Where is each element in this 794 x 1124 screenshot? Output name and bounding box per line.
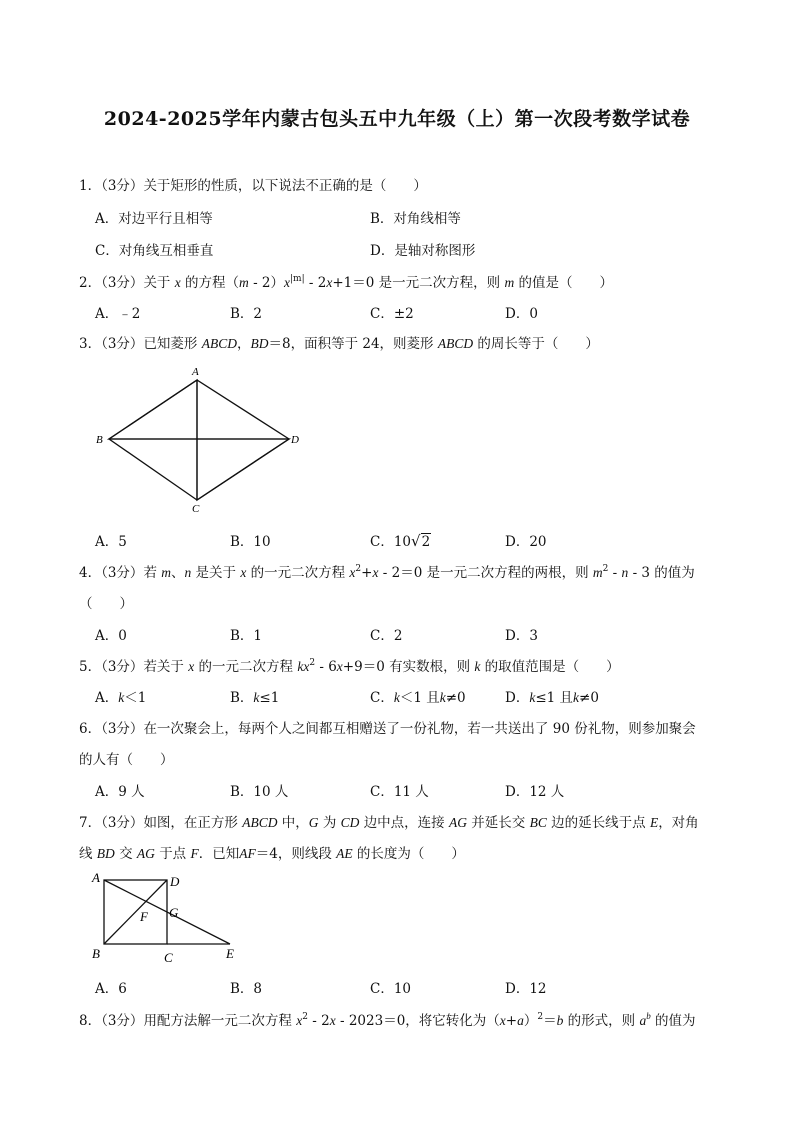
label-e: E: [226, 946, 234, 961]
var-m: m: [504, 275, 515, 290]
var-x: x: [499, 1013, 506, 1028]
q3-option-d[interactable]: D．20: [505, 534, 547, 550]
var-x: x: [372, 565, 379, 580]
var-a: a: [639, 1013, 647, 1028]
var-g: G: [308, 815, 319, 830]
question-score: （3分）: [101, 336, 144, 352]
var-af: AF: [239, 846, 256, 861]
stem-text: +: [361, 565, 373, 581]
q6-option-d[interactable]: D．12 人: [505, 784, 565, 800]
option-letter: C．: [370, 690, 394, 706]
stem-text: 线: [79, 846, 93, 862]
rhombus-outline: [109, 380, 289, 500]
label-c: C: [164, 950, 173, 965]
var-abcd: ABCD: [242, 815, 278, 830]
stem-text: +1＝0 是一元二次方程，则: [332, 275, 501, 291]
q1-option-d[interactable]: D．是轴对称图形: [370, 243, 476, 259]
stem-text: 中，: [281, 815, 309, 831]
option-text: C．10: [370, 534, 412, 550]
stem-text: 若关于: [143, 659, 184, 675]
q2-option-a[interactable]: A．﹣2: [95, 306, 141, 322]
var-m: m: [161, 565, 171, 580]
stem-text: ＝4，则线段: [255, 846, 332, 862]
option-text: ＜1 且: [399, 690, 440, 706]
label-c: C: [192, 503, 200, 514]
question-5: [79, 655, 620, 675]
q1-option-c[interactable]: C．对角线互相垂直: [95, 243, 214, 259]
stem-text: 的值为: [654, 1013, 696, 1029]
q7-option-b[interactable]: B．8: [230, 981, 263, 997]
question-score: （3分）: [101, 659, 144, 675]
var-m: m: [592, 565, 603, 580]
stem-text: -: [608, 565, 622, 581]
label-d: D: [291, 434, 299, 446]
q5-option-d[interactable]: [505, 686, 599, 706]
q1-option-a[interactable]: A．对边平行且相等: [95, 211, 213, 227]
stem-text: 为: [322, 815, 337, 831]
var-abcd: ABCD: [201, 336, 237, 351]
var-x: x: [296, 1013, 303, 1028]
var-a: a: [517, 1013, 524, 1028]
var-ag: AG: [448, 815, 467, 830]
q2-option-d[interactable]: D．0: [505, 306, 538, 322]
var-ae: AE: [336, 846, 353, 861]
stem-text: ＝: [543, 1013, 557, 1029]
stem-text: 若: [143, 565, 157, 581]
var-b: b: [556, 1013, 564, 1028]
label-a: A: [92, 870, 100, 885]
diagonal-bd: [104, 880, 167, 944]
stem-text: - 2: [304, 275, 327, 291]
question-number: 4．: [79, 565, 102, 581]
stem-text: 的一元二次方程: [250, 565, 346, 581]
var-k: k: [529, 690, 536, 705]
stem-text: 的周长等于（ ）: [477, 336, 599, 352]
stem-text: 的值是（ ）: [518, 275, 613, 291]
sqrt-radicand: 2: [421, 534, 431, 550]
stem-text: 如图，在正方形: [143, 815, 238, 831]
option-letter: D．: [505, 690, 530, 706]
question-number: 1．: [79, 178, 102, 194]
q2-option-b[interactable]: B．2: [230, 306, 263, 322]
stem-text: 的取值范围是（ ）: [484, 659, 620, 675]
var-k: k: [118, 690, 125, 705]
exponent: 2: [302, 1012, 308, 1022]
var-k: k: [474, 659, 481, 674]
var-bd: BD: [250, 336, 269, 351]
question-score: （3分）: [101, 815, 144, 831]
label-a: A: [192, 366, 199, 378]
var-f: F: [190, 846, 199, 861]
option-text: ≤1: [259, 690, 280, 706]
q3-option-c[interactable]: [370, 530, 431, 550]
question-number: 3．: [79, 336, 102, 352]
var-ag: AG: [136, 846, 155, 861]
label-g: G: [169, 905, 179, 920]
stem-text: 的长度为（ ）: [356, 846, 465, 862]
q3-option-a[interactable]: A．5: [95, 534, 127, 550]
var-e: E: [649, 815, 659, 830]
var-k: k: [297, 659, 304, 674]
question-score: （3分）: [101, 1013, 144, 1029]
question-4: [79, 561, 695, 581]
q4-blank: （ ）: [79, 596, 133, 612]
question-score: （3分）: [101, 178, 144, 194]
var-k: k: [393, 690, 400, 705]
var-k: k: [253, 690, 260, 705]
q7-option-a[interactable]: A．6: [95, 981, 127, 997]
stem-text: +: [505, 1013, 518, 1029]
question-score: （3分）: [101, 565, 144, 581]
var-x: x: [174, 275, 181, 290]
q7-option-d[interactable]: D．12: [505, 981, 547, 997]
var-x: x: [329, 1013, 336, 1028]
var-bd: BD: [96, 846, 115, 861]
stem-text: - 6: [315, 659, 337, 675]
q1-option-b[interactable]: B．对角线相等: [370, 211, 461, 227]
stem-text: 边中点，连接: [363, 815, 445, 831]
stem-text: 边的延长线于点: [551, 815, 646, 831]
var-k: k: [439, 690, 446, 705]
square-figure: [88, 870, 248, 966]
question-8: [79, 1009, 695, 1029]
q4-option-c[interactable]: C．2: [370, 628, 403, 644]
sqrt-sign: √: [411, 532, 421, 550]
stem-text: 是关于: [195, 565, 237, 581]
stem-text: ，对角: [658, 815, 699, 831]
stem-text: 的形式，则: [567, 1013, 636, 1029]
stem-text: 并延长交: [471, 815, 526, 831]
option-letter: A．: [95, 690, 119, 706]
stem-text: - 3 的值为: [628, 565, 695, 581]
q5-option-b[interactable]: [230, 686, 279, 706]
option-text: ＜1: [124, 690, 147, 706]
q4-option-a[interactable]: A．0: [95, 628, 127, 644]
var-x: x: [188, 659, 195, 674]
q6-continuation: 的人有（ ）: [79, 752, 174, 768]
q6-option-b[interactable]: B．10 人: [230, 784, 289, 800]
question-7: [79, 811, 699, 831]
var-k: k: [573, 690, 580, 705]
var-x: x: [284, 275, 291, 290]
var-m: m: [239, 275, 249, 290]
question-number: 2．: [79, 275, 102, 291]
rhombus-edges: [109, 380, 289, 500]
stem-text: 的一元二次方程: [198, 659, 294, 675]
question-number: 6．: [79, 721, 102, 737]
question-3: [79, 332, 599, 352]
stem-text: - 2: [307, 1013, 330, 1029]
exponent: |m|: [290, 274, 305, 284]
stem-text: ＝8，面积等于 24，则菱形: [268, 336, 434, 352]
option-letter: B．: [230, 690, 254, 706]
var-n: n: [621, 565, 629, 580]
var-x: x: [303, 659, 310, 674]
var-cd: CD: [340, 815, 360, 830]
q6-option-a[interactable]: A．9 人: [95, 784, 145, 800]
q2-option-c[interactable]: C．±2: [370, 306, 414, 322]
stem-text: 的方程（: [185, 275, 240, 291]
exponent: 2: [309, 658, 316, 668]
exponent: 2: [602, 564, 609, 574]
stem-text: - 2023＝0，将它转化为（: [335, 1013, 500, 1029]
stem-text: ．已知: [198, 846, 240, 862]
page-title: 2024-2025学年内蒙古包头五中九年级（上）第一次段考数学试卷: [103, 108, 691, 130]
stem-text: ）: [523, 1013, 538, 1029]
rhombus-figure: [92, 362, 312, 514]
option-text: ≠0: [445, 690, 466, 706]
stem-text: 于点: [159, 846, 187, 862]
q5-option-c[interactable]: [370, 686, 466, 706]
exponent: 2: [355, 564, 362, 574]
stem-text: 交: [119, 846, 133, 862]
question-stem: 在一次聚会上，每两个人之间都互相赠送了一份礼物，若一共送出了 90 份礼物，则参加聚会: [143, 721, 696, 737]
question-stem: 关于矩形的性质，以下说法不正确的是（ ）: [143, 178, 427, 194]
stem-text: 已知菱形: [143, 336, 198, 352]
label-d: D: [170, 874, 180, 889]
var-bc: BC: [529, 815, 547, 830]
stem-text: +9＝0 有实数根，则: [342, 659, 471, 675]
label-f: F: [140, 909, 148, 924]
var-x: x: [240, 565, 247, 580]
stem-text: 关于: [143, 275, 171, 291]
q7-continuation: [79, 842, 465, 862]
stem-text: 用配方法解一元二次方程: [143, 1013, 292, 1029]
var-abcd: ABCD: [437, 336, 474, 351]
q4-option-b[interactable]: B．1: [230, 628, 263, 644]
var-n: n: [184, 565, 192, 580]
q3-option-b[interactable]: B．10: [230, 534, 271, 550]
var-x: x: [326, 275, 333, 290]
stem-text: 、: [170, 565, 185, 581]
var-x: x: [349, 565, 356, 580]
question-6: [79, 717, 696, 737]
question-score: （3分）: [101, 275, 144, 291]
question-number: 5．: [79, 659, 102, 675]
label-b: B: [96, 434, 103, 446]
option-text: ≤1 且: [535, 690, 574, 706]
stem-text: - 2＝0 是一元二次方程的两根，则: [378, 565, 589, 581]
question-2: [79, 271, 613, 291]
label-b: B: [92, 946, 100, 961]
q6-option-c[interactable]: C．11 人: [370, 784, 429, 800]
q7-option-c[interactable]: C．10: [370, 981, 412, 997]
var-b: b: [646, 1011, 651, 1021]
question-1: [79, 174, 427, 194]
question-score: （3分）: [101, 721, 144, 737]
var-x: x: [336, 659, 343, 674]
question-number: 8．: [79, 1013, 102, 1029]
question-number: 7．: [79, 815, 102, 831]
exponent: 2: [537, 1012, 544, 1022]
option-text: ≠0: [579, 690, 599, 706]
q4-option-d[interactable]: D．3: [505, 628, 538, 644]
stem-text: ，: [236, 336, 251, 352]
stem-text: - 2）: [248, 275, 285, 291]
q5-option-a[interactable]: [95, 686, 146, 706]
